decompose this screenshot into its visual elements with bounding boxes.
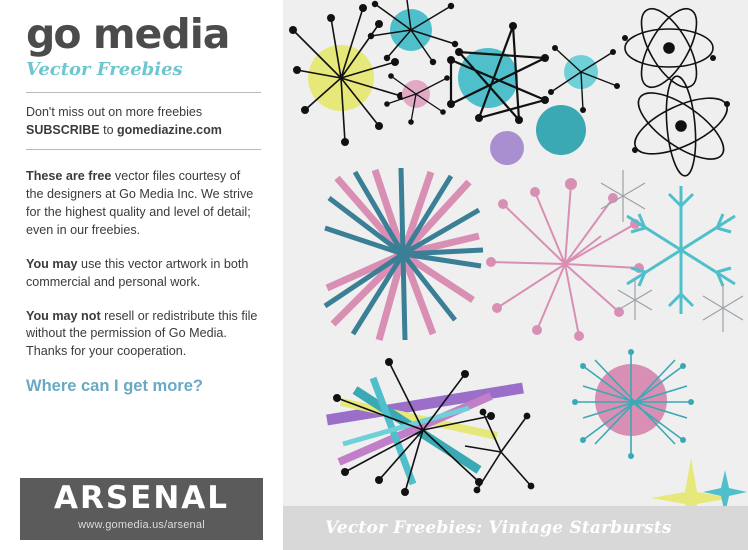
subscribe-line-1: Don't miss out on more freebies <box>26 105 203 119</box>
starburst-artwork <box>283 0 748 550</box>
subscribe-mid: to <box>99 123 117 138</box>
paragraph-may <box>26 256 261 292</box>
teal-disc-dark <box>536 105 586 155</box>
grey-snowflake-bottom <box>703 284 743 332</box>
artwork-panel <box>283 0 748 550</box>
brand-logo <box>0 0 283 80</box>
paragraph-free <box>26 168 261 240</box>
arsenal-banner[interactable] <box>20 478 263 540</box>
logo-media: media <box>92 10 230 58</box>
logo-text <box>26 10 283 58</box>
logo-go: go <box>26 10 80 58</box>
caption-bar <box>283 506 748 550</box>
paragraph-free-lead: These are free <box>26 169 112 184</box>
ray-star-pink-teal <box>325 168 483 340</box>
brand-tagline: Vector Freebies <box>26 59 183 80</box>
more-heading: Where can I get more? <box>26 377 203 396</box>
subscribe-line-2 <box>26 121 261 139</box>
arsenal-wordmark: ARSENAL <box>53 480 230 516</box>
subscribe-keyword: SUBSCRIBE <box>26 123 100 138</box>
paragraph-may-not-rest: resell or redistribute this file without the permission of Go Media. Thanks for your cooperation. <box>26 308 258 359</box>
logo-spacer <box>80 10 93 58</box>
caption-text: Vector Freebies: Vintage Starbursts <box>325 518 672 538</box>
divider-top <box>26 92 261 93</box>
divider-bottom <box>26 149 261 150</box>
teal-disc-large <box>458 48 518 108</box>
license-copy <box>26 168 261 361</box>
subscribe-site-link[interactable]: gomediazine.com <box>117 123 222 138</box>
arsenal-url[interactable]: www.gomedia.us/arsenal <box>78 518 205 531</box>
paragraph-may-not-lead: You may not <box>26 308 101 323</box>
atom-swirl-2 <box>627 75 735 177</box>
info-column <box>0 0 283 550</box>
paragraph-may-rest: use this vector artwork in both commercial and personal work. <box>26 256 249 289</box>
grey-snowflake-top <box>601 170 645 222</box>
paragraph-may-lead: You may <box>26 256 78 271</box>
atom-swirl-1 <box>625 0 713 95</box>
purple-disc <box>490 131 524 165</box>
paragraph-free-rest: vector files courtesy of the designers at Go Media Inc. We strive for the highest quality and level of detail; even in our freebies. <box>26 169 254 237</box>
subscribe-block <box>26 103 261 139</box>
paragraph-may-not <box>26 308 261 362</box>
